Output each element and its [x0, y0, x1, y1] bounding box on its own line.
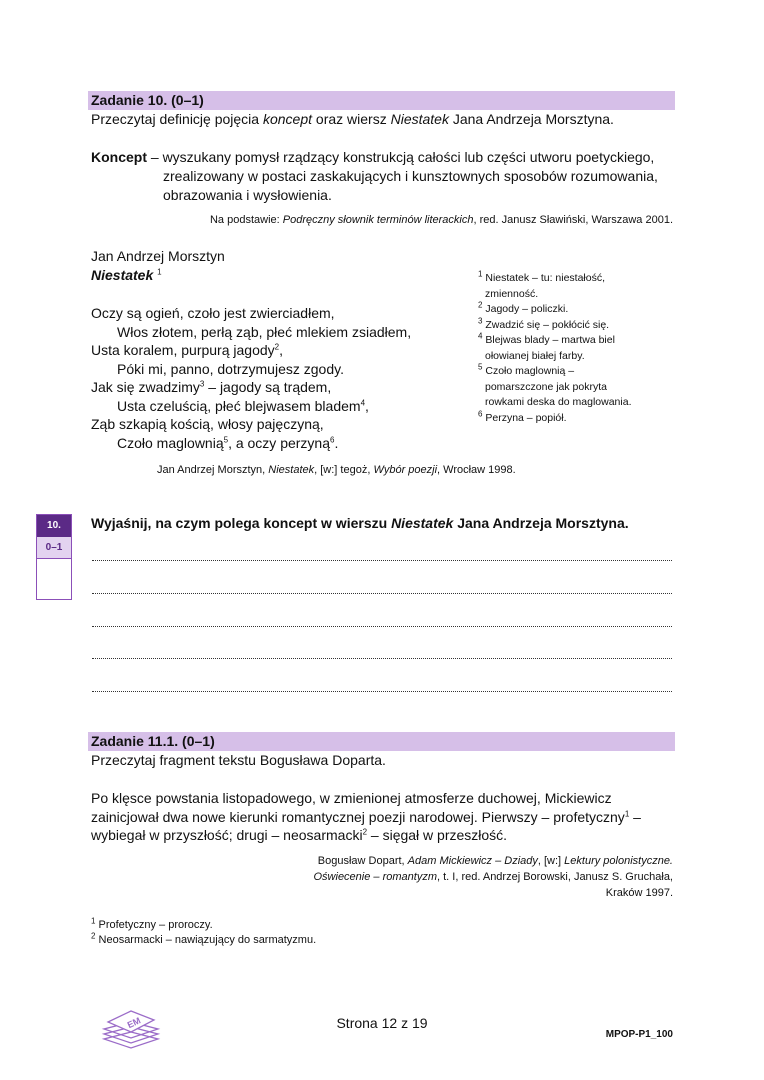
concept-definition-line2: zrealizowany w postaci zaskakujących i kunsztownych sposobów rozumowania,	[163, 168, 658, 184]
footnote: $^4$ Blejwas blady – martwa biel	[478, 331, 615, 346]
concept-definition-line3: obrazowania i wysłowienia.	[163, 187, 332, 203]
footnote: $^3$ Zwadzić się – pokłócić się.	[478, 316, 610, 331]
footnote-cont: pomarszczone jak pokryta	[485, 380, 607, 393]
poem-line: Usta czeluścią, płeć blejwasem bladem$^4$,	[117, 398, 369, 414]
dopart-text-line: Po klęsce powstania listopadowego, w zmienionej atmosferze duchowej, Mickiewicz	[91, 790, 612, 806]
answer-line[interactable]	[92, 681, 672, 692]
footnote-cont: zmienność.	[485, 287, 539, 300]
answer-line[interactable]	[92, 616, 672, 627]
poem-line: Czoło maglownią$^5$, a oczy perzyną$^6$.	[117, 435, 339, 451]
task-10-instruction: Przeczytaj definicję pojęcia koncept oraz wiersz Niestatek Jana Andrzeja Morsztyna.	[91, 111, 614, 127]
poem-line: Usta koralem, purpurą jagody$^2$,	[91, 342, 283, 358]
poem-source: Jan Andrzej Morsztyn, Niestatek, [w:] tegoż, Wybór poezji, Wrocław 1998.	[157, 464, 516, 476]
page-number: Strona 12 z 19	[336, 1015, 428, 1031]
task-11-instruction: Przeczytaj fragment tekstu Bogusława Doparta.	[91, 752, 386, 768]
footnote-cont: ołowianej białej farby.	[485, 349, 585, 362]
concept-definition: Koncept – wyszukany pomysł rządzący konstrukcją całości lub części utworu poetyckiego,	[91, 149, 655, 165]
task-11-header-bar	[88, 732, 675, 751]
footnote: $^1$ Niestatek – tu: niestałość,	[478, 269, 606, 284]
footnote-cont: rowkami deska do maglowania.	[485, 396, 632, 408]
footnote: $^6$ Perzyna – popiół.	[478, 409, 567, 424]
poem-author: Jan Andrzej Morsztyn	[91, 248, 225, 264]
task-10-question: Wyjaśnij, na czym polega koncept w wierszu Niestatek Jana Andrzeja Morsztyna.	[91, 515, 629, 531]
definition-source: Na podstawie: Podręczny słownik terminów literackich, red. Janusz Sławiński, Warszawa 2001.	[209, 214, 673, 226]
task-11-footnotes	[91, 918, 316, 948]
footnote: $^2$ Neosarmacki – nawiązujący do sarmatyzmu.	[91, 931, 317, 946]
exam-code: MPOP-P1_100	[605, 1029, 673, 1040]
footnote: $^1$ Profetyczny – proroczy.	[91, 916, 213, 931]
answer-line[interactable]	[92, 583, 672, 594]
score-points: 0–1	[37, 537, 71, 559]
answer-line[interactable]	[92, 550, 672, 561]
score-task-number: 10.	[37, 515, 71, 537]
footnote: $^2$ Jagody – policzki.	[478, 300, 569, 315]
task-11-header: Zadanie 11.1. (0–1)	[91, 733, 215, 749]
poem-line: Włos złotem, perłą ząb, płeć mlekiem zsiadłem,	[117, 324, 412, 340]
poem-title: Niestatek $^1$	[91, 267, 162, 283]
dopart-source: Bogusław Dopart, Adam Mickiewicz – Dziady, [w:] Lektury polonistyczne. Oświecenie – romantyzm, t. I, red. Andrzej Borowski, Janusz S. Gruchała, Kraków 1997.	[313, 855, 673, 899]
task-10-header: Zadanie 10. (0–1)	[91, 92, 204, 108]
poem-footnotes	[478, 271, 668, 426]
poem-line: Ząb szkapią kością, włosy pajęczyną,	[91, 416, 324, 432]
dopart-text-line: wybiegał w przyszłość; drugi – neosarmacki$^2$ – sięgał w przeszłość.	[91, 827, 508, 843]
answer-line[interactable]	[92, 648, 672, 659]
poem-line: Oczy są ogień, czoło jest zwierciadłem,	[91, 305, 335, 321]
poem-line: Póki mi, panno, dotrzymujesz zgody.	[117, 361, 344, 377]
footnote: $^5$ Czoło maglownią –	[478, 362, 575, 377]
dopart-text-line: zainicjował dwa nowe kierunki romantycznej poezji narodowej. Pierwszy – profetyczny$^1$ –	[91, 809, 641, 825]
score-box	[36, 514, 72, 600]
task-10-header-bar	[88, 91, 675, 110]
em-logo-text: EM	[125, 1015, 143, 1031]
poem-line: Jak się zwadzimy$^3$ – jagody są trądem,	[91, 379, 332, 395]
